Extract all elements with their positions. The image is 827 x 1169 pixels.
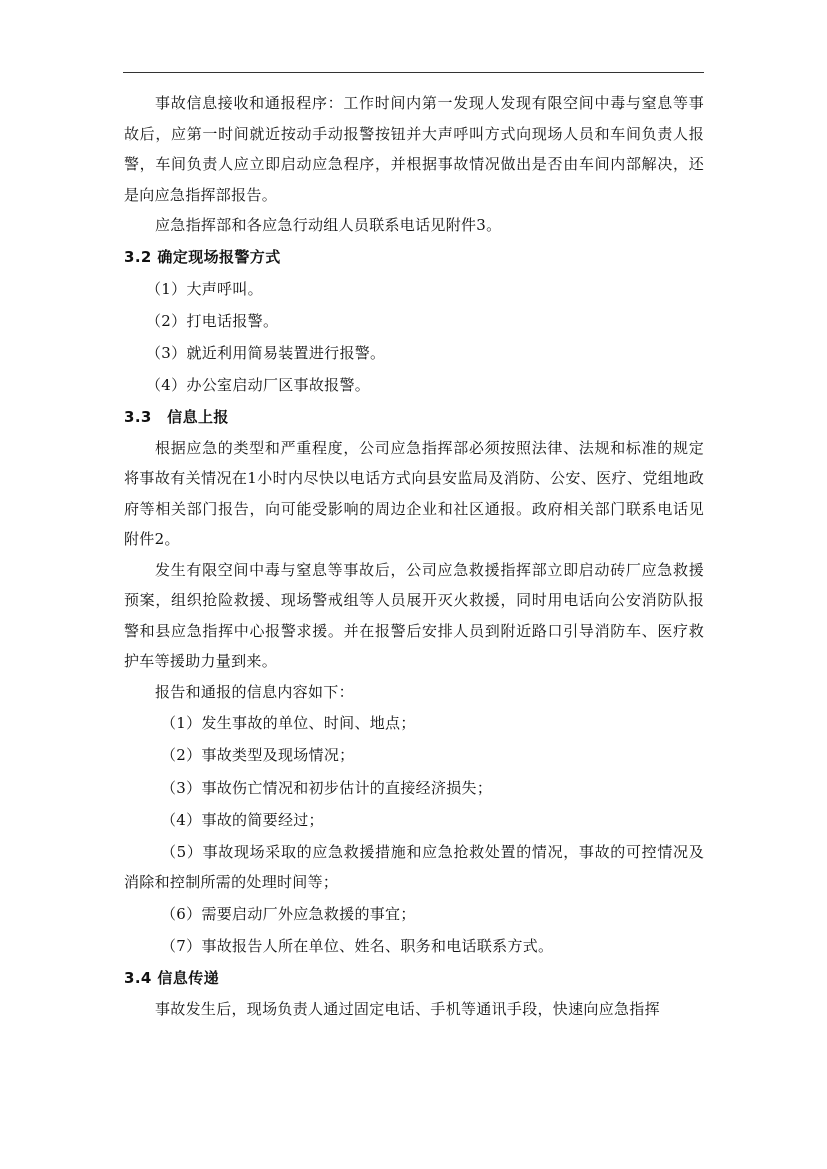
- paragraph-contact-attachment-3: 应急指挥部和各应急行动组人员联系电话见附件3。: [155, 216, 502, 234]
- paragraph-notification-procedure: 事故信息接收和通报程序：工作时间内第一发现人发现有限空间中毒与窒息等事故后，应第一时间就近按动手动报警按钮并大声呼叫方式向现场人员和车间负责人报警，车间负责人应立即启动应急程序，并根据事故情况做出是否由车间内部解决，还是向应急指挥部报告。: [124, 94, 704, 204]
- list-item: （2）事故类型及现场情况；: [161, 746, 355, 765]
- list-item: （3）就近利用简易装置进行报警。: [146, 343, 386, 362]
- list-item: （4）办公室启动厂区事故报警。: [146, 375, 371, 394]
- list-item: （1）大声呼叫。: [146, 279, 263, 298]
- list-item: （5）事故现场采取的应急救援措施和应急抢救处置的情况，事故的可控情况及消除和控制所需的处理时间等；: [124, 842, 704, 892]
- list-item: （4）事故的简要经过；: [161, 811, 324, 830]
- list-item: （1）发生事故的单位、时间、地点；: [161, 714, 416, 732]
- list-item: （3）事故伤亡情况和初步估计的直接经济损失；: [161, 778, 493, 797]
- list-item: （6）需要启动厂外应急救援的事宜；: [161, 904, 416, 923]
- list-item: （2）打电话报警。: [146, 311, 279, 330]
- paragraph-report-content-intro: 报告和通报的信息内容如下：: [155, 682, 354, 701]
- section-heading-3-4: 3.4 信息传递: [124, 969, 219, 988]
- paragraph-info-transfer: 事故发生后，现场负责人通过固定电话、手机等通讯手段，快速向应急指挥: [155, 1000, 660, 1019]
- page-content: [124, 88, 704, 1025]
- section-heading-3-3: 3.3 信息上报: [124, 407, 229, 426]
- section-heading-3-2: 3.2 确定现场报警方式: [124, 247, 281, 266]
- paragraph-rescue: 发生有限空间中毒与窒息等事故后，公司应急救援指挥部立即启动砖厂应急救援预案，组织抢险救援、现场警戒组等人员展开灭火救援，同时用电话向公安消防队报警和县应急指挥中心报警求援。并在报警后安排人员到附近路口引导消防车、医疗救护车等援助力量到来。: [124, 560, 704, 670]
- paragraph-reporting: 根据应急的类型和严重程度，公司应急指挥部必须按照法律、法规和标准的规定将事故有关情况在1小时内尽快以电话方式向县安监局及消防、公安、医疗、党组地政府等相关部门报告，向可能受影响的周边企业和社区通报。政府相关部门联系电话见附件2。: [124, 438, 704, 548]
- header-rule: [123, 72, 704, 73]
- list-item: （7）事故报告人所在单位、姓名、职务和电话联系方式。: [161, 937, 554, 956]
